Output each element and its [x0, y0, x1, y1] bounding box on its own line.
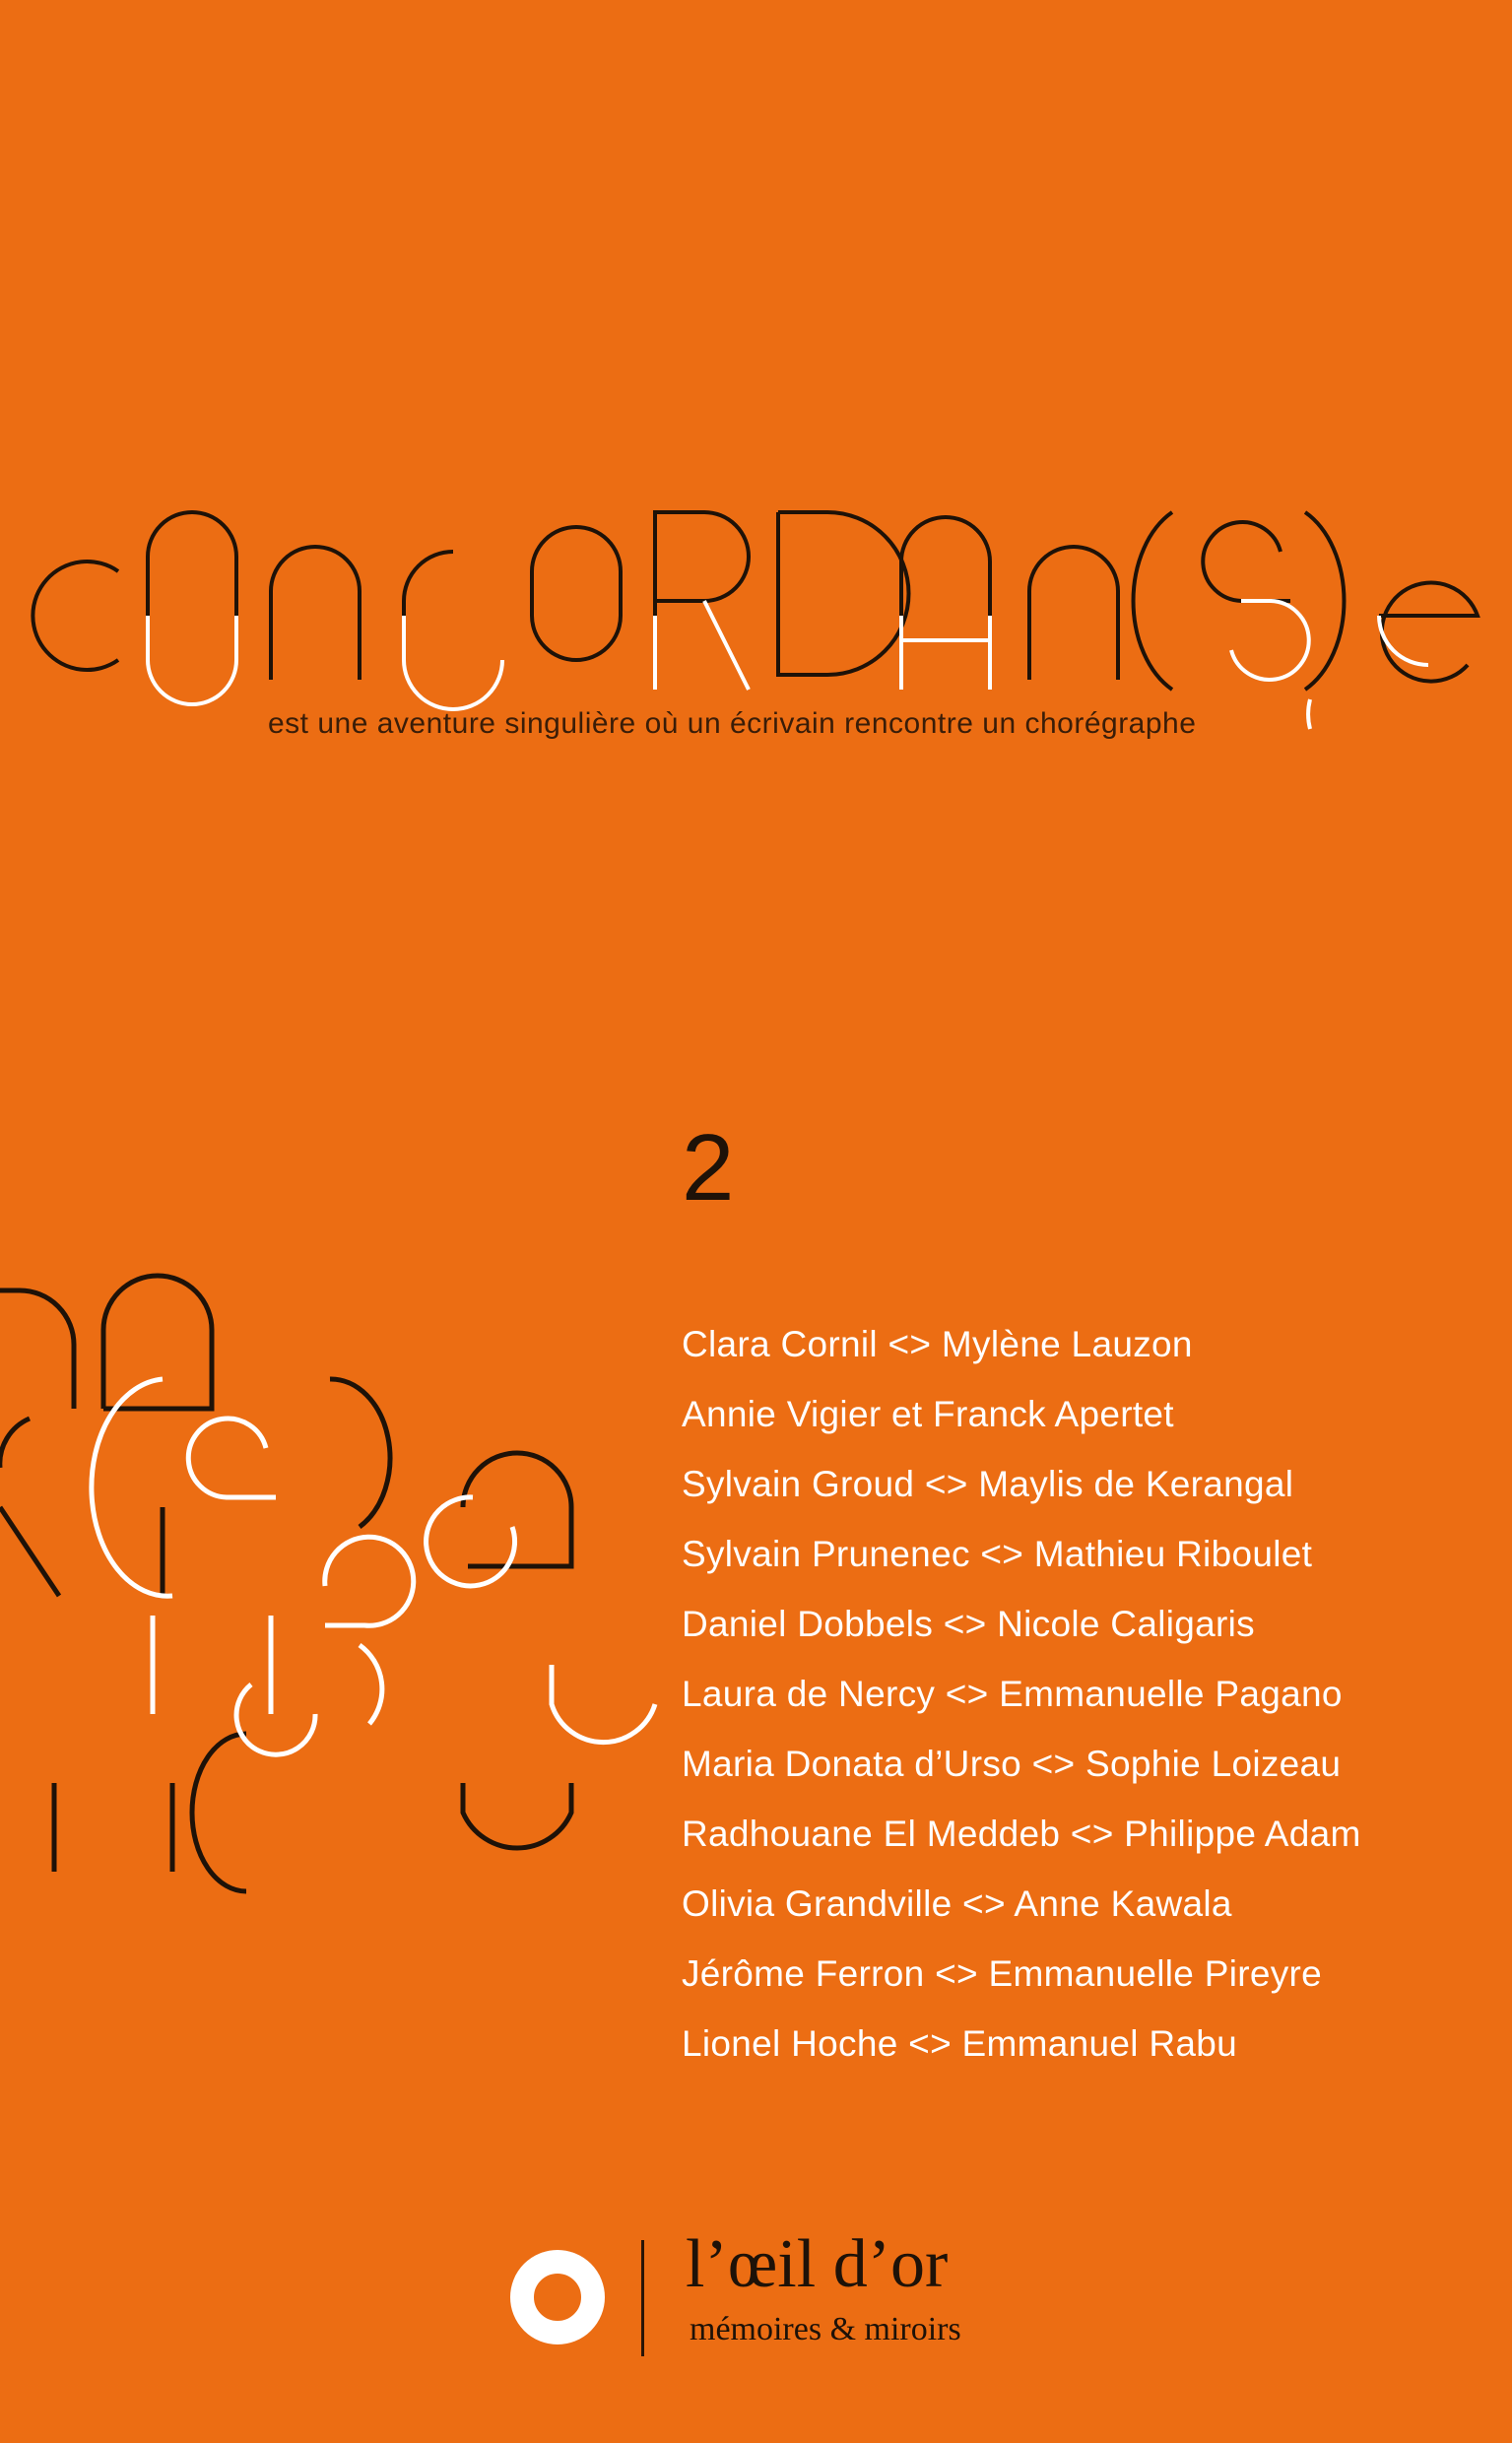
- publisher-name: l’œil d’or: [686, 2226, 949, 2302]
- subtitle: est une aventure singulière où un écrivain rencontre un chorégraphe: [268, 707, 1197, 740]
- publisher-block: [502, 2226, 1054, 2364]
- author-pair: Jérôme Ferron <> Emmanuelle Pireyre: [682, 1953, 1323, 1994]
- author-pair: Olivia Grandville <> Anne Kawala: [682, 1883, 1232, 1924]
- ring-logo-icon: [508, 2248, 607, 2346]
- publisher-divider: [641, 2240, 644, 2356]
- author-pair: Clara Cornil <> Mylène Lauzon: [682, 1324, 1193, 1364]
- author-pair: Radhouane El Meddeb <> Philippe Adam: [682, 1814, 1361, 1854]
- author-pair: Sylvain Prunenec <> Mathieu Riboulet: [682, 1534, 1313, 1574]
- publisher-tagline: mémoires & miroirs: [690, 2311, 961, 2347]
- decorative-letter-fragments: [0, 1271, 690, 1921]
- author-pair: Lionel Hoche <> Emmanuel Rabu: [682, 2023, 1238, 2064]
- author-pairs-list: [682, 1315, 1361, 2084]
- author-pair: Maria Donata d’Urso <> Sophie Loizeau: [682, 1744, 1342, 1784]
- author-pair: Annie Vigier et Franck Apertet: [682, 1394, 1174, 1434]
- author-pair: Sylvain Groud <> Maylis de Kerangal: [682, 1464, 1294, 1504]
- issue-number: 2: [682, 1115, 735, 1221]
- author-pair: Daniel Dobbels <> Nicole Caligaris: [682, 1604, 1255, 1644]
- author-pair: Laura de Nercy <> Emmanuelle Pagano: [682, 1674, 1343, 1714]
